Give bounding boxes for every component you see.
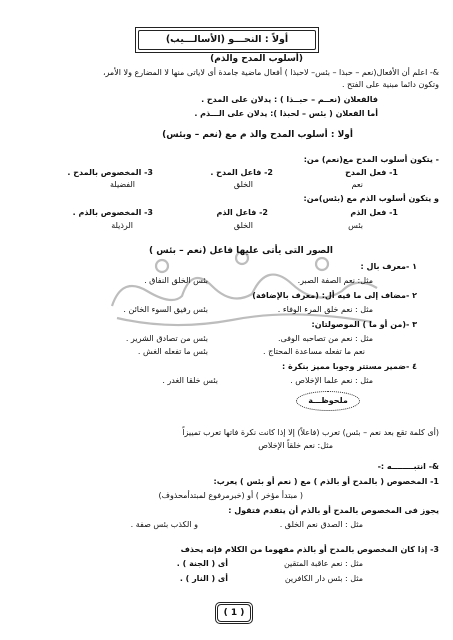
form-example: بئس رفيق السوء الخائن . <box>123 305 208 314</box>
form-example: بئس ما تفعله الغش . <box>137 347 208 356</box>
section-heading: &- انتبــــــــه :- <box>377 462 439 471</box>
form-example: مثل : نعم علما الإخلاص . <box>290 376 373 385</box>
rule-line: 1- المخصوص ( بالمدح أو بالذم ) مع ( نعم أو بئس ) يعرب: <box>213 477 439 486</box>
structure-example: نعم <box>351 180 363 189</box>
rule-line: فالفعلان (نعــم – حبــذا ) : يدلان على المدح . <box>201 95 378 104</box>
page-number: ( 1 ) <box>217 604 251 622</box>
structure-intro: - يتكون أسلوب المدح مع(نعم) من: <box>303 155 439 164</box>
structure-intro: و يتكون أسلوب الذم مع (بئس)من: <box>303 194 439 203</box>
structure-part: 2- فاعل المدح . <box>210 168 273 177</box>
form-item: ١ -معرف بال : <box>360 262 417 271</box>
form-example: بئس الخلق النفاق . <box>144 276 208 285</box>
form-item: ٤ -ضمير مستتر وجوبا مميز بنكرة : <box>282 362 417 371</box>
structure-example: الرذيلة <box>111 221 133 230</box>
rule-line: 3- إذا كان المخصوص بالمدح أو بالذم مفهوما من الكلام فإنه يحذف <box>180 545 439 554</box>
structure-part: 1- فعل الذم <box>350 208 398 217</box>
form-example: مثل : نعم من تصاحبه الوفى. <box>277 334 373 343</box>
form-item: ٢ -مضاف إلى ما فيه أل: (معرف بالإضافة) <box>252 291 417 300</box>
section-heading: الصور التى يأتى عليها فاعل (نعم – بئس ) <box>149 246 333 256</box>
structure-part: 2- فاعل الذم <box>216 208 268 217</box>
rule-example: مثل : الصدق نعم الخلق . <box>279 520 363 529</box>
form-example: بئس خلقا الغدر . <box>162 376 218 385</box>
structure-part: 3- المخصوص بالذم . <box>72 208 153 217</box>
rule-line: يجوز فى المخصوص بالمدح أو بالذم أن يتقدم فتقول : <box>228 506 439 515</box>
rule-example: أى ( الجنة ) . <box>176 559 228 568</box>
structure-example: بئس <box>348 221 363 230</box>
rule-line: أما الفعلان ( بئس – لحبذا ): يدلان على الـــذم . <box>194 109 378 118</box>
intro-line: وتكون دائما مبنية على الفتح . <box>341 80 439 89</box>
structure-example: الخلق <box>233 221 253 230</box>
form-example: مثل : نعم خلق المرء الوفاء . <box>277 305 373 314</box>
page-title: أولاً : النحـــو (الأسالـــيب) <box>138 30 316 50</box>
note-text: (أى كلمة تقع بعد نعم – بئس) تعرب (فاعلاً) إلا إذا كانت نكرة فاتها تعرب تمييزاً <box>182 428 439 437</box>
section-heading: أولا : أسلوب المدح والذ م مع (نعم – وبئس) <box>162 130 353 140</box>
rule-detail: ( مبتدأ مؤخر ) أو (خبرمرفوع لمبتدأمحذوف) <box>158 491 303 500</box>
note-example: مثل: نعم خلقاً الإخلاص <box>258 441 333 450</box>
structure-example: الفضيلة <box>110 180 135 189</box>
rule-example: مثل : بئس دار الكافرين <box>284 574 363 583</box>
rule-example: و الكذب بئس صفة . <box>130 520 198 529</box>
intro-line: &- اعلم أن الأفعال(نعم – حبذا – بئس– لاحبذا ) أفعال ماضية جامدة أى لاياتى منها لا المضارع ولا الأمر، <box>102 68 439 77</box>
rule-example: مثل : نعم عاقبة المتقين <box>283 559 363 568</box>
form-example: بئس من تصادق الشرير . <box>125 334 208 343</box>
structure-part: 1- فعل المدح <box>345 168 398 177</box>
note-badge: ملحوظـــة <box>296 391 360 411</box>
section-heading: (أسلوب المدح والذم) <box>210 54 303 64</box>
structure-example: الخلق <box>233 180 253 189</box>
rule-example: أى ( النار ) . <box>179 574 228 583</box>
form-example: نعم ما تفعله مساعدة المحتاج . <box>263 347 365 356</box>
form-item: ٣ -(من أو ما ) الموصولتان: <box>311 320 417 329</box>
structure-part: 3- المخصوص بالمدح . <box>67 168 153 177</box>
form-example: مثل: نعم الصفة الصبر. <box>297 276 373 285</box>
